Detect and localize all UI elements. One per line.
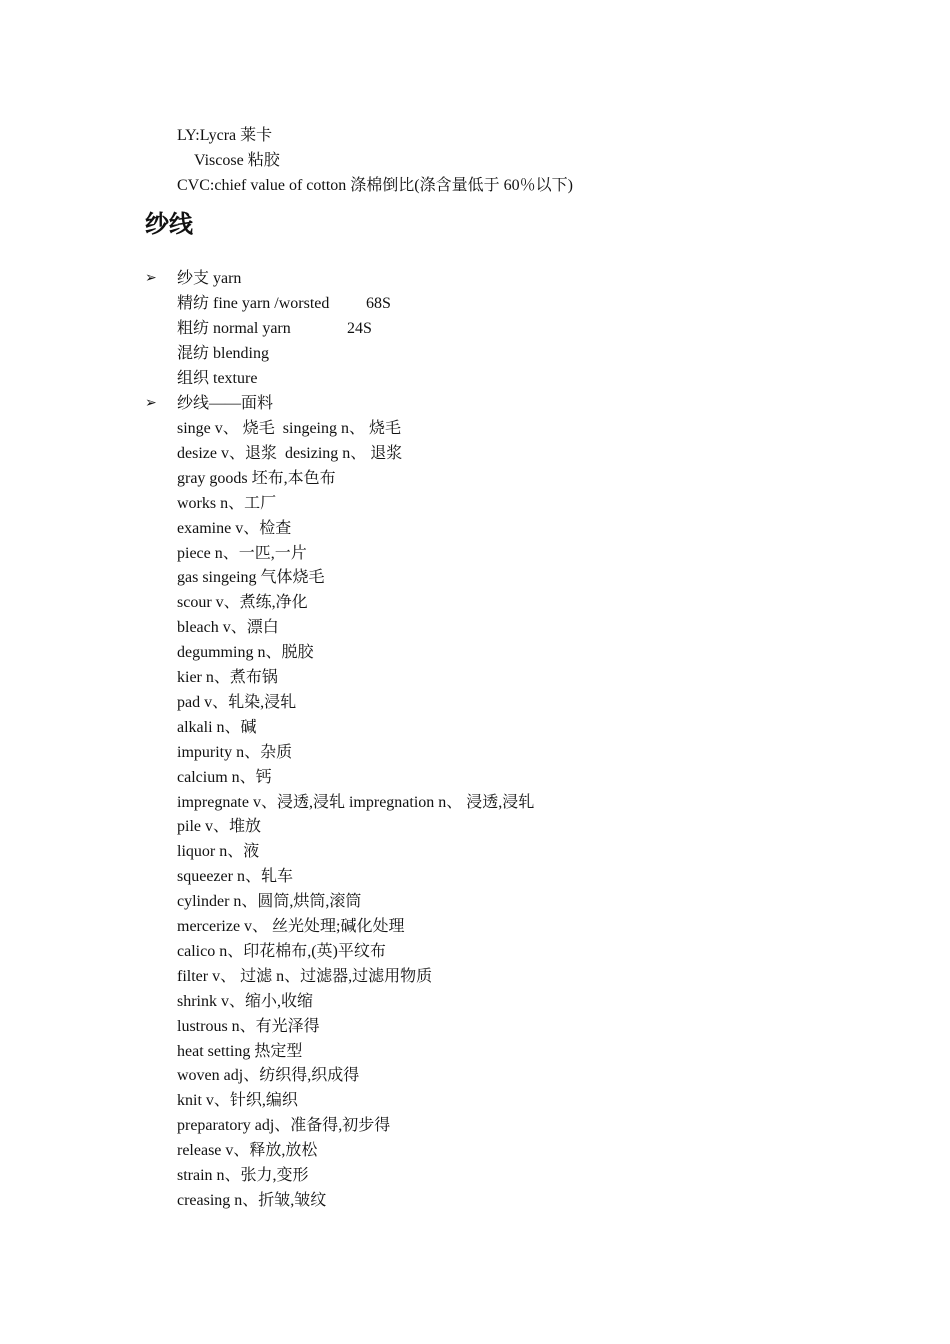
term-line: filter v、 过滤 n、过滤器,过滤用物质 xyxy=(177,968,433,985)
term-line: pad v、轧染,浸轧 xyxy=(177,694,297,711)
yarn-row: 混纺 blending xyxy=(177,345,269,362)
section1-title: 纱支 yarn xyxy=(177,270,242,287)
term-line: examine v、检查 xyxy=(177,520,292,537)
term-line: degumming n、脱胶 xyxy=(177,644,314,661)
intro-cvc: CVC:chief value of cotton 涤棉倒比(涤含量低于 60％以下) xyxy=(177,177,573,194)
term-line: preparatory adj、准备得,初步得 xyxy=(177,1117,391,1134)
section-heading: 纱线 xyxy=(145,210,193,238)
term-line: calico n、印花棉布,(英)平纹布 xyxy=(177,943,386,960)
term-line: kier n、煮布锅 xyxy=(177,669,278,686)
term-line: works n、工厂 xyxy=(177,495,277,512)
term-line: gray goods 坯布,本色布 xyxy=(177,470,336,487)
bullet-icon: ➢ xyxy=(145,396,157,411)
term-line: bleach v、漂白 xyxy=(177,619,279,636)
term-line: strain n、张力,变形 xyxy=(177,1167,309,1184)
yarn-row: 组织 texture xyxy=(177,370,258,387)
intro-viscose: Viscose 粘胶 xyxy=(194,152,280,169)
term-line: scour v、煮练,净化 xyxy=(177,594,308,611)
term-line: lustrous n、有光泽得 xyxy=(177,1018,320,1035)
section2-title: 纱线——面料 xyxy=(177,395,274,412)
term-line: cylinder n、圆筒,烘筒,滚筒 xyxy=(177,893,362,910)
term-line: pile v、堆放 xyxy=(177,818,261,835)
yarn-count: 68S xyxy=(366,295,391,312)
term-line: woven adj、纺织得,织成得 xyxy=(177,1067,360,1084)
yarn-row: 粗纺 normal yarn xyxy=(177,320,291,337)
yarn-count: 24S xyxy=(347,320,372,337)
term-line: desize v、退浆 desizing n、 退浆 xyxy=(177,445,403,462)
term-line: knit v、针织,编织 xyxy=(177,1092,298,1109)
term-line: gas singeing 气体烧毛 xyxy=(177,569,325,586)
term-line: singe v、 烧毛 singeing n、 烧毛 xyxy=(177,420,401,437)
term-line: impregnate v、浸透,浸轧 impregnation n、 浸透,浸轧 xyxy=(177,794,535,811)
term-line: shrink v、缩小,收缩 xyxy=(177,993,314,1010)
term-line: release v、释放,放松 xyxy=(177,1142,318,1159)
term-line: creasing n、折皱,皱纹 xyxy=(177,1192,327,1209)
term-line: calcium n、钙 xyxy=(177,769,272,786)
intro-ly: LY:Lycra 莱卡 xyxy=(177,127,273,144)
term-line: piece n、一匹,一片 xyxy=(177,545,307,562)
term-line: liquor n、液 xyxy=(177,843,260,860)
term-line: heat setting 热定型 xyxy=(177,1043,303,1060)
term-line: alkali n、碱 xyxy=(177,719,257,736)
term-line: mercerize v、 丝光处理;碱化处理 xyxy=(177,918,405,935)
term-line: impurity n、杂质 xyxy=(177,744,293,761)
term-line: squeezer n、轧车 xyxy=(177,868,293,885)
yarn-row: 精纺 fine yarn /worsted xyxy=(177,295,330,312)
bullet-icon: ➢ xyxy=(145,271,157,286)
